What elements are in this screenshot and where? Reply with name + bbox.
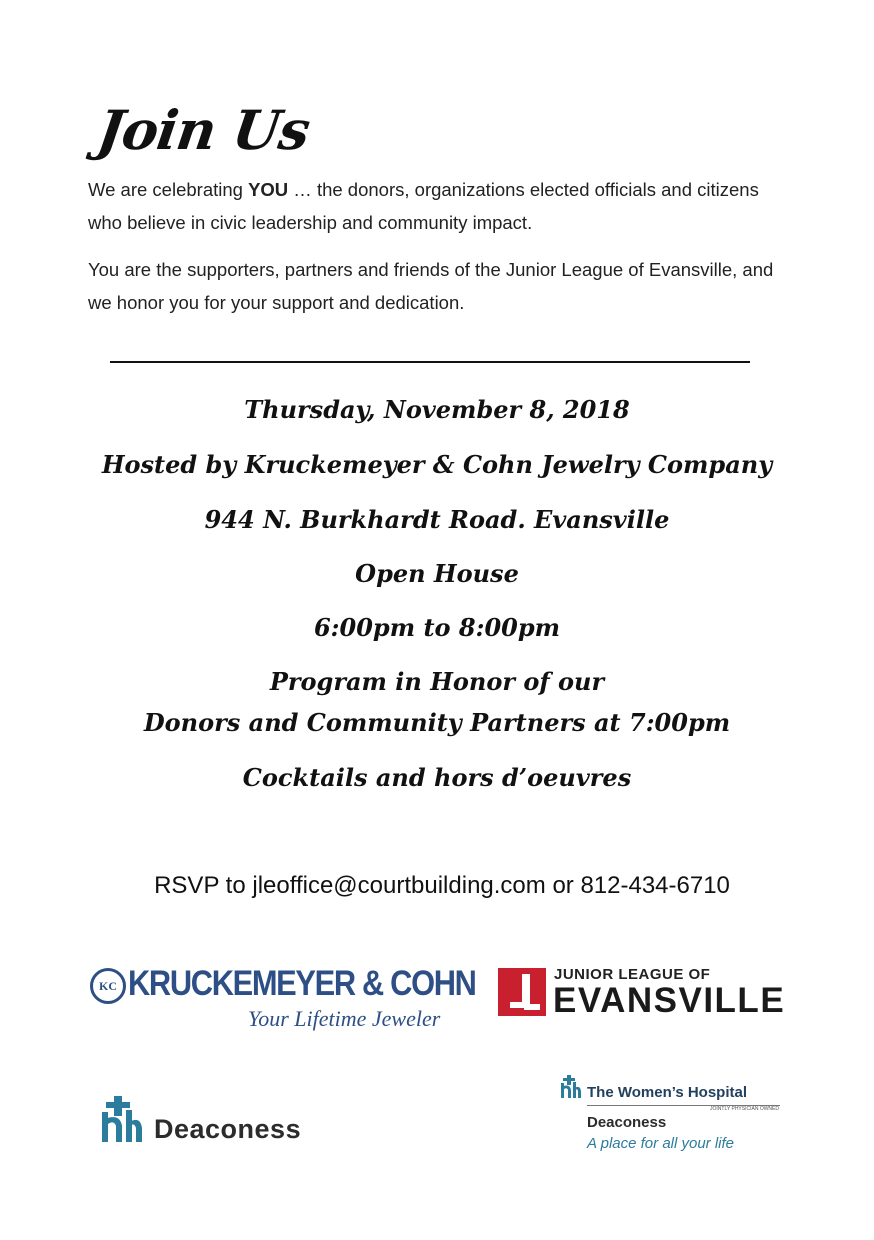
womens-hospital-name: The Women’s Hospital	[587, 1084, 748, 1101]
event-address: 944 N. Burkhardt Road. Evansville	[204, 505, 670, 534]
deaconess-logo	[100, 1096, 360, 1148]
jl-logo-main: EVANSVILLE	[553, 981, 786, 1020]
womens-hospital-logo	[560, 1074, 790, 1164]
event-host: Hosted by Kruckemeyer & Cohn Jewelry Company	[101, 450, 773, 479]
event-program-line-2: Donors and Community Partners at 7:00pm	[143, 708, 731, 737]
womens-hospital-sub: Deaconess	[587, 1114, 667, 1131]
event-refreshments: Cocktails and hors d’oeuvres	[242, 763, 632, 792]
kc-logo-name: KRUCKEMEYER & COHN	[128, 964, 476, 1003]
jl-logo-top: JUNIOR LEAGUE OF	[554, 966, 711, 983]
deaconess-name: Deaconess	[154, 1114, 302, 1144]
junior-league-logo	[498, 966, 788, 1022]
kc-logo-tagline: Your Lifetime Jeweler	[248, 1006, 441, 1031]
join-us-heading: Join Us	[93, 98, 314, 162]
womens-hospital-tagline: A place for all your life	[587, 1135, 735, 1152]
intro-text: We are celebrating	[88, 179, 249, 200]
event-type: Open House	[355, 559, 519, 588]
event-date: Thursday, November 8, 2018	[244, 395, 630, 424]
womens-hospital-small-text: JOINTLY PHYSICIAN OWNED	[710, 1106, 779, 1112]
divider-line	[110, 361, 750, 363]
kc-seal-icon: KC	[90, 968, 126, 1004]
intro-text-rest: … the donors, organizations elected officials and citizens who believe in civic leadership and community impact.	[88, 179, 759, 233]
kruckemeyer-cohn-logo	[88, 962, 476, 1038]
intro-emphasis: YOU	[248, 179, 289, 200]
event-time: 6:00pm to 8:00pm	[313, 613, 561, 642]
event-program-line-1: Program in Honor of our	[269, 667, 605, 696]
intro-paragraph-2: You are the supporters, partners and friends of the Junior League of Evansville, and we honor you for your support and dedication.	[88, 259, 774, 313]
intro-paragraph-1	[88, 173, 788, 239]
rsvp-line: RSVP to jleoffice@courtbuilding.com or 812-434-6710	[154, 872, 730, 899]
womens-hospital-cross-icon	[560, 1074, 582, 1100]
deaconess-cross-icon	[100, 1096, 144, 1144]
jl-mark-icon	[498, 968, 546, 1016]
